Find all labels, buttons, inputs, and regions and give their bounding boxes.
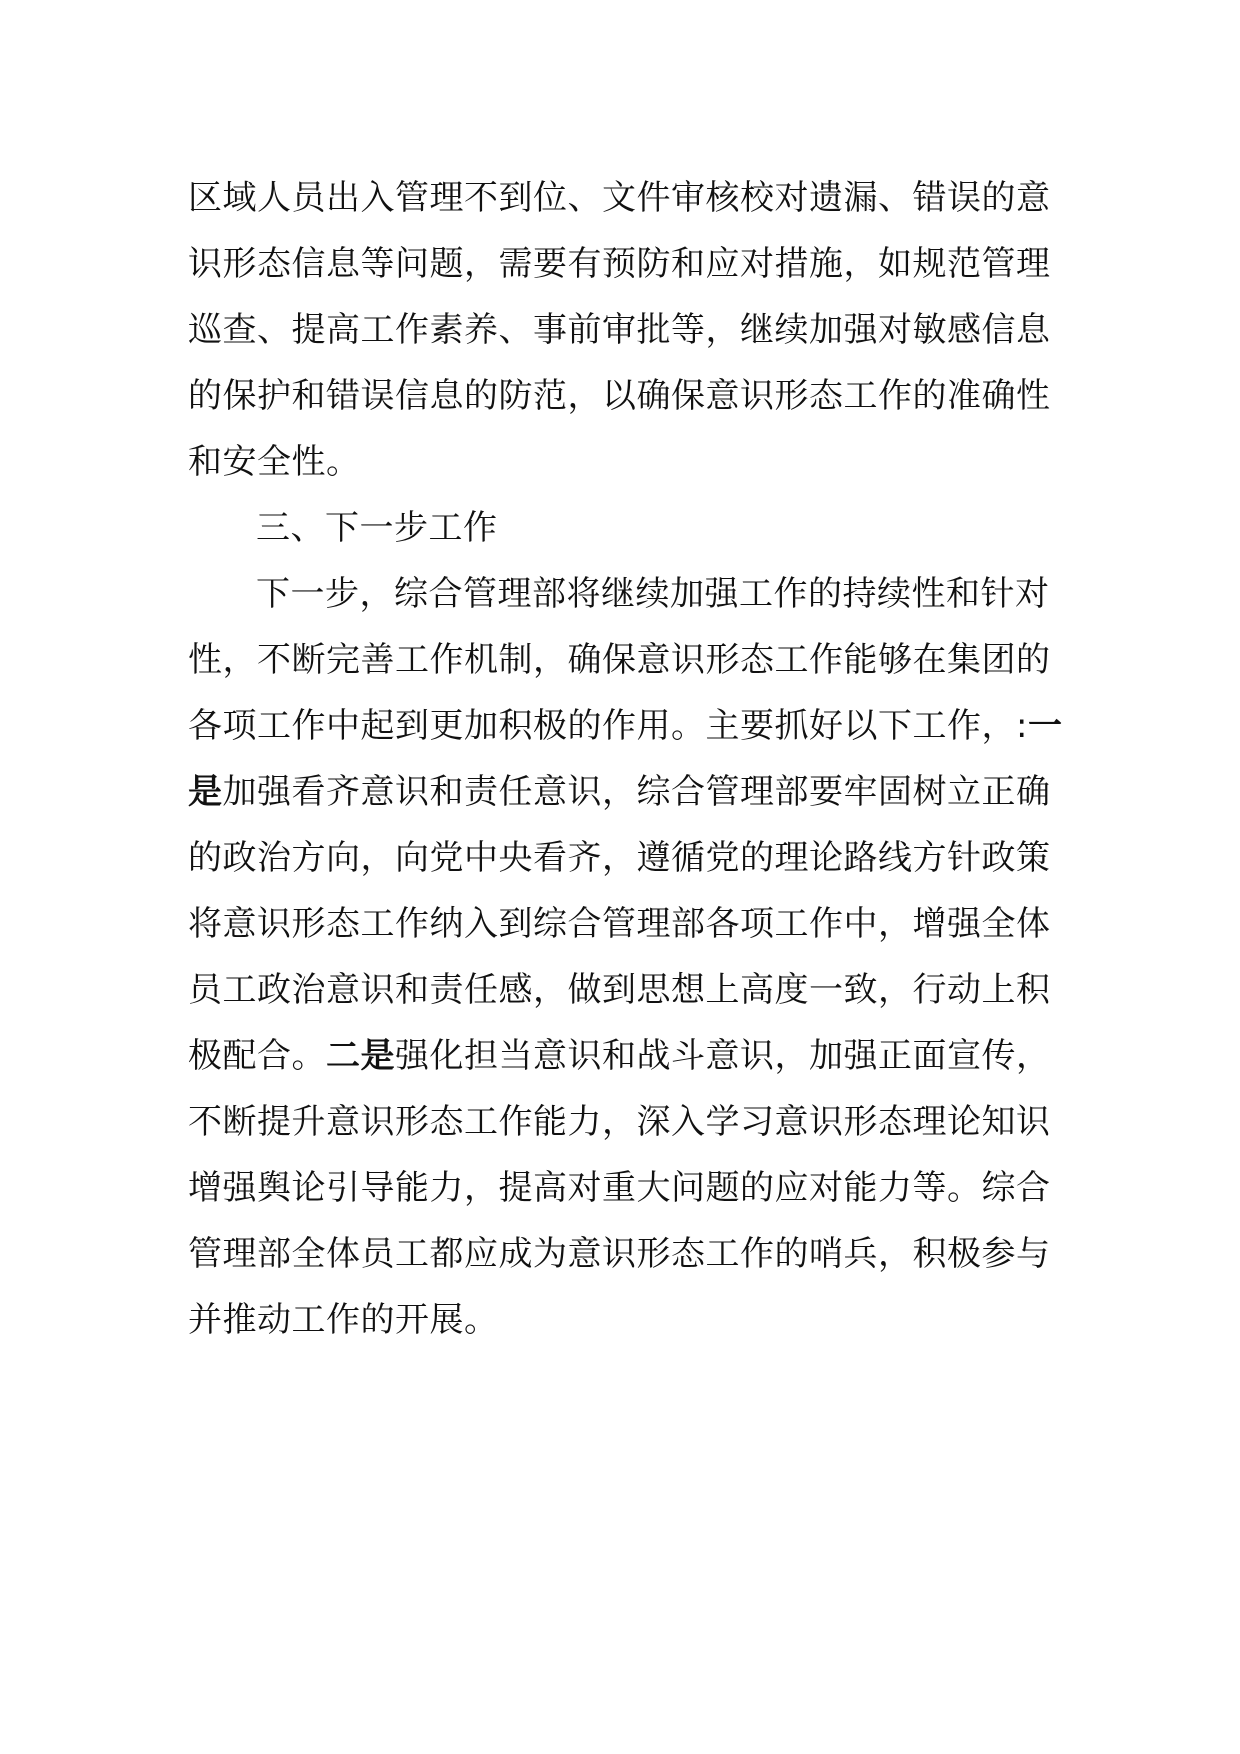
paragraph-line: 员工政治意识和责任感，做到思想上高度一致，行动上积 — [188, 970, 1051, 1010]
paragraph-line: 的政治方向，向党中央看齐，遵循党的理论路线方针政策 — [188, 838, 1051, 878]
paragraph-text: 极配合。 — [188, 1036, 326, 1076]
paragraph-line — [188, 1023, 1068, 1089]
paragraph-text: 强化担当意识和战斗意识，加强正面宣传， — [395, 1036, 1051, 1076]
paragraph-text: 加强看齐意识和责任意识，综合管理部要牢固树立正确 — [222, 772, 1051, 812]
section-heading: 三、下一步工作 — [256, 508, 498, 548]
paragraph-line: 将意识形态工作纳入到综合管理部各项工作中，增强全体 — [188, 904, 1051, 944]
paragraph-line: 区域人员出入管理不到位、文件审核校对遗漏、错误的意 — [188, 178, 1051, 218]
paragraph-line: 性，不断完善工作机制，确保意识形态工作能够在集团的 — [188, 640, 1051, 680]
paragraph-line: 巡查、提高工作素养、事前审批等，继续加强对敏感信息 — [188, 310, 1051, 350]
emphasis-text: 是 — [188, 772, 223, 812]
paragraph-line: 不断提升意识形态工作能力，深入学习意识形态理论知识 — [188, 1102, 1051, 1142]
emphasis-text: 二是 — [326, 1036, 395, 1076]
paragraph-line: 管理部全体员工都应成为意识形态工作的哨兵，积极参与 — [188, 1234, 1051, 1274]
paragraph-text: 各项工作中起到更加积极的作用。主要抓好以下工作，: — [188, 706, 1028, 746]
paragraph-line: 下一步，综合管理部将继续加强工作的持续性和针对 — [256, 574, 1050, 614]
emphasis-text: 一 — [1027, 706, 1063, 746]
paragraph-line: 和安全性。 — [188, 442, 361, 482]
document-body — [188, 165, 1068, 1353]
paragraph-line: 并推动工作的开展。 — [188, 1300, 499, 1340]
paragraph-line — [188, 759, 1068, 825]
paragraph-line: 识形态信息等问题，需要有预防和应对措施，如规范管理 — [188, 244, 1051, 284]
paragraph-line: 增强舆论引导能力，提高对重大问题的应对能力等。综合 — [188, 1168, 1051, 1208]
paragraph-line — [188, 693, 1068, 759]
paragraph-line: 的保护和错误信息的防范，以确保意识形态工作的准确性 — [188, 376, 1051, 416]
